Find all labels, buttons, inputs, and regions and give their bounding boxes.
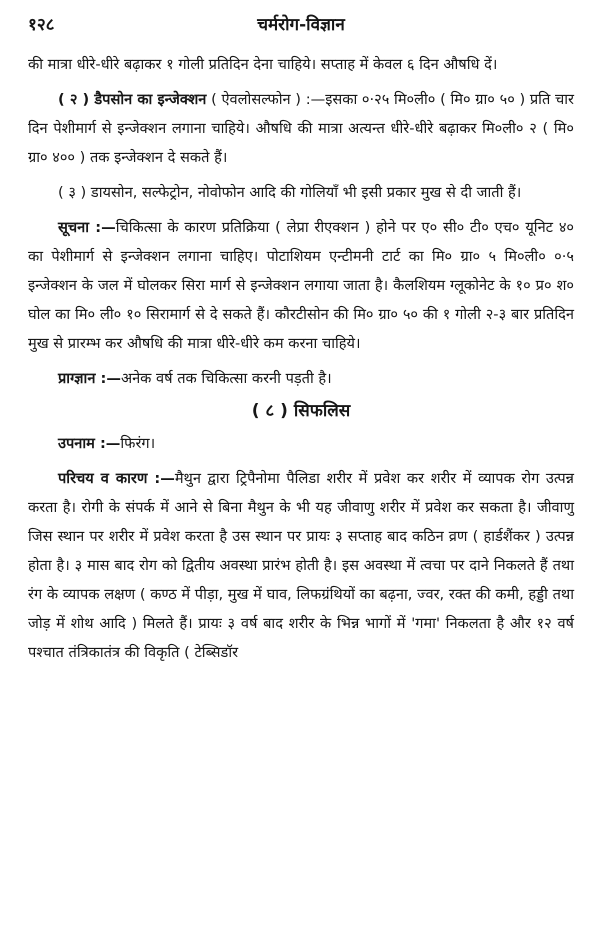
paragraph-synonym	[28, 429, 574, 458]
section-heading: ( ८ ) सिफलिस	[251, 401, 351, 421]
paragraph-text: अनेक वर्ष तक चिकित्सा करनी पड़ती है।	[120, 370, 332, 387]
paragraph-prognosis	[28, 364, 574, 393]
page-number: १२८	[28, 15, 55, 35]
paragraph-text: ( ३ ) डायसोन, सल्फेट्रोन, नोवोफोन आदि की गोलियाँ भी इसी प्रकार मुख से दी जाती हैं।	[58, 184, 522, 201]
paragraph-lead: परिचय व कारण :—	[58, 470, 175, 487]
paragraph-introduction-cause	[28, 464, 574, 667]
paragraph-note	[28, 213, 574, 358]
paragraph-oral-tablets	[28, 178, 574, 207]
page-header	[28, 10, 574, 50]
paragraph-lead: ( २ ) डैपसोन का इन्जेक्शन	[58, 91, 207, 108]
paragraph-lead: सूचना :—	[58, 219, 116, 236]
paragraph-text: फिरंग।	[120, 435, 156, 452]
paragraph-text: ( ऐवलोसल्फोन ) :—इसका ०·२५ मि०ली० ( मि० ग्रा० ५० ) प्रति चार दिन पेशीमार्ग से इन्जेक्शन लगाना चाहिये। औषधि की मात्रा अत्यन्त धीरे-धीरे बढ़ाकर मि०ली० २ ( मि० ग्रा० ४०० ) तक इन्जेक्शन दे सकते हैं।	[28, 91, 575, 166]
running-title: चर्मरोग-विज्ञान	[257, 15, 345, 35]
paragraph-lead: उपनाम :—	[58, 435, 121, 452]
paragraph-dosage-continuation	[28, 50, 574, 79]
paragraph-dapsone-injection	[28, 85, 574, 172]
paragraph-text: की मात्रा धीरे-धीरे बढ़ाकर १ गोली प्रतिदिन देना चाहिये। सप्ताह में केवल ६ दिन औषधि दें।	[28, 56, 498, 73]
paragraph-lead: प्राग्ज्ञान :—	[58, 370, 121, 387]
paragraph-text: चिकित्सा के कारण प्रतिक्रिया ( लेप्रा रीएक्शन ) होने पर ए० सी० टी० एच० यूनिट ४० का पेशीमार्ग से इन्जेक्शन लगाना चाहिए। पोटाशियम एन्टीमनी टार्ट का मि० ग्रा० ५ मि०ली० ०·५ इन्जेक्शन के जल में घोलकर सिरा मार्ग से इन्जेक्शन लगाया जाता है। कैलशियम ग्लूकोनेट के १० प्र० श० घोल का मि० ली० १० सिरामार्ग से दे सकते हैं। कौरटीसोन की मि० ग्रा० ५० की १ गोली २-३ बार प्रतिदिन मुख से प्रारम्भ कर औषधि की मात्रा धीरे-धीरे कम करना चाहिये।	[28, 219, 575, 352]
paragraph-text: मैथुन द्वारा ट्रिपैनोमा पैलिडा शरीर में प्रवेश कर शरीर में व्यापक रोग उत्पन्न करता है। रोगी के संपर्क में आने से बिना मैथुन के भी यह जीवाणु शरीर में प्रवेश कर सकता है। जीवाणु जिस स्थान पर शरीर में प्रवेश करता है उस स्थान पर प्रायः ३ सप्ताह बाद कठिन व्रण ( हार्डशैंकर ) उत्पन्न होता है। ३ मास बाद रोग को द्वितीय अवस्था प्रारंभ होती है। इस अवस्था में त्वचा पर दाने निकलते हैं तथा रंग के व्यापक लक्षण ( कण्ठ में पीड़ा, मुख में घाव, लिफग्रंथियों का बढ़ना, ज्वर, रक्त की कमी, हड्डी तथा जोड़ में शोथ आदि ) मिलते हैं। प्रायः ३ वर्ष बाद शरीर के भिन्न भागों में 'गमा' निकलता है और १२ वर्ष पश्चात तंत्रिकातंत्र की विकृति ( टेब्सिडॉर	[28, 470, 574, 661]
